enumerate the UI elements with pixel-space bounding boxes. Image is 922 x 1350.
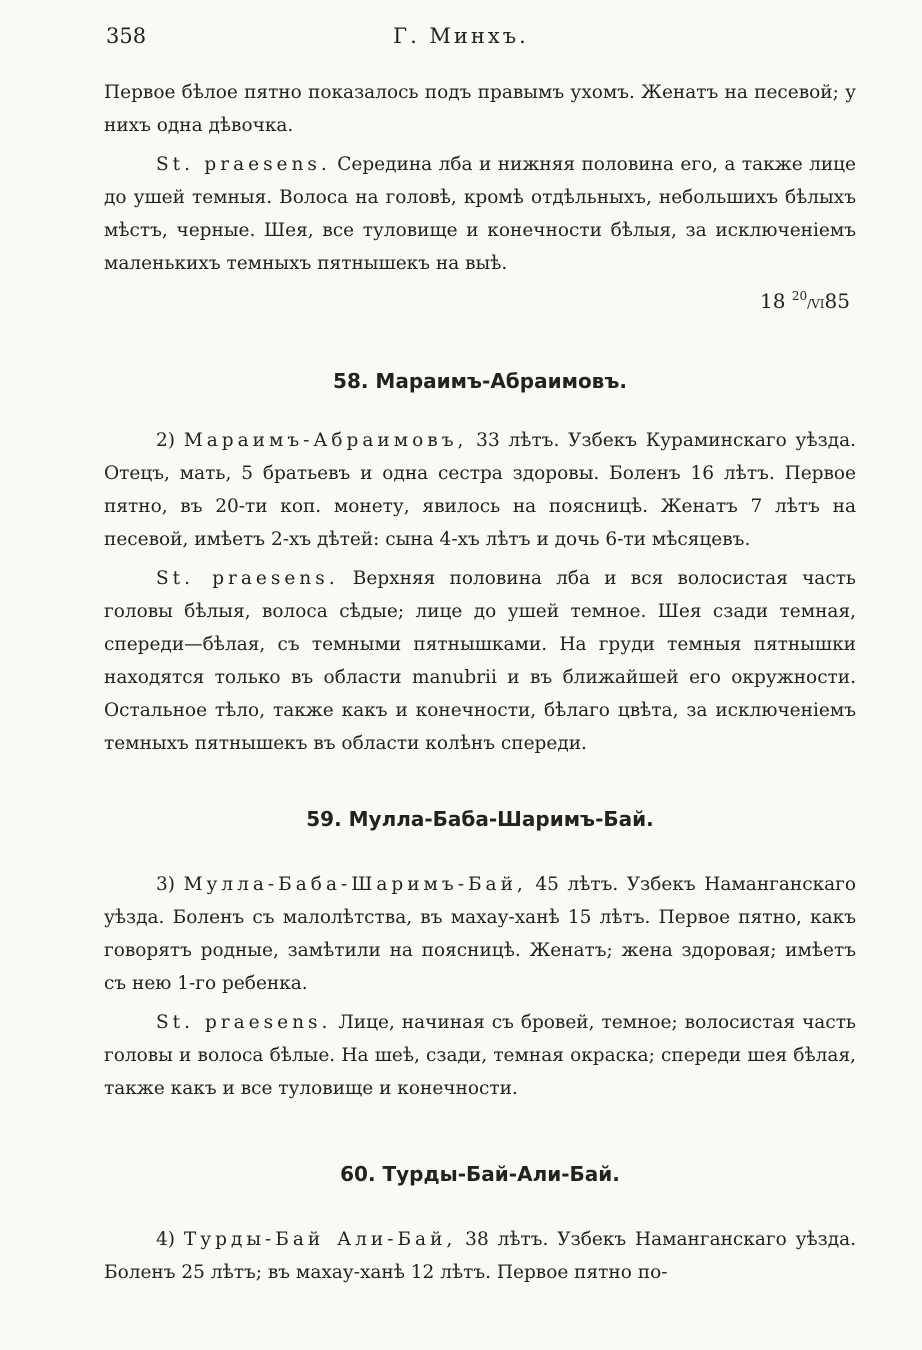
case-text: 33 лѣтъ. Узбекъ Кураминскаго уѣзда. Отецъ, мать, 5 братьевъ и одна сестра здоровы. Боленъ 16 лѣтъ. Первое пятно, въ 20-ти коп. монету, явилось на поясницѣ. Женатъ 7 лѣтъ на песевой, имѣетъ 2-хъ дѣтей: сына 4-хъ лѣтъ и дочь 6-ти мѣсяцевъ. <box>104 430 856 550</box>
patient-name: Турды-Бай Али-Бай, <box>183 1229 457 1250</box>
case-paragraph-60 <box>104 1223 856 1289</box>
date-sub: /VI <box>807 297 825 311</box>
status-text: Лице, начиная съ бровей, темное; волосистая часть головы и волоса бѣлые. На шеѣ, сзади, темная окраска; спереди шея бѣлая, также какъ и все туловище и конечности. <box>104 1012 857 1099</box>
case-number: 4) <box>156 1229 175 1250</box>
case-paragraph-58 <box>104 424 856 556</box>
case-paragraph-59 <box>104 868 856 1000</box>
date-sup: 20 <box>791 289 808 303</box>
date-line <box>104 280 856 320</box>
status-paragraph-58 <box>104 562 856 760</box>
section-heading-58: 58. Мараимъ-Абраимовъ. <box>333 369 627 393</box>
status-paragraph-59 <box>104 1006 856 1105</box>
intro-status-paragraph <box>104 148 856 280</box>
case-number: 3) <box>156 874 175 895</box>
status-text: Середина лба и нижняя половина его, а также лице до ушей темныя. Волоса на головѣ, кромѣ отдѣльныхъ, небольшихъ бѣлыхъ мѣстъ, черные. Шея, все туловище и конечности бѣлыя, за исключеніемъ маленькихъ темныхъ пятнышекъ на выѣ. <box>104 154 856 274</box>
status-lead: St. praesens. <box>156 568 339 589</box>
status-lead: St. praesens. <box>156 154 331 175</box>
case-text: 45 лѣтъ. Узбекъ Наманганскаго уѣзда. Боленъ съ малолѣтства, въ махау-ханѣ 15 лѣтъ. Первое пятно, какъ говорятъ родные, замѣтили на поясницѣ. Женатъ; жена здоровая; имѣетъ съ нею 1-го ребенка. <box>104 874 856 994</box>
page-body <box>104 76 856 1289</box>
case-text: 38 лѣтъ. Узбекъ Наманганскаго уѣзда. Боленъ 25 лѣтъ; въ махау-ханѣ 12 лѣтъ. Первое пятно по- <box>104 1229 857 1283</box>
section-heading-59: 59. Мулла-Баба-Шаримъ-Бай. <box>306 807 654 831</box>
case-number: 2) <box>156 430 175 451</box>
patient-name: Мулла-Баба-Шаримъ-Бай, <box>183 874 527 895</box>
date-year: 85 <box>824 289 850 313</box>
intro-paragraph: Первое бѣлое пятно показалось подъ правымъ ухомъ. Женатъ на песевой; у нихъ одна дѣвочка. <box>104 82 856 136</box>
running-title: Г. Минхъ. <box>393 24 529 48</box>
page-number: 358 <box>106 24 147 48</box>
section-heading-60: 60. Турды-Бай-Али-Бай. <box>340 1162 620 1186</box>
patient-name: Мараимъ-Абраимовъ, <box>183 430 468 451</box>
status-text: Верхняя половина лба и вся волосистая часть головы бѣлыя, волоса сѣдые; лице до ушей темное. Шея сзади темная, спереди—бѣлая, съ темными пятнышками. На груди темныя пятнышки находятся только въ области manubrii и въ ближайшей его окружности. Остальное тѣло, также какъ и конечности, бѣлаго цвѣта, за исключеніемъ темныхъ пятнышекъ въ области колѣнъ спереди. <box>104 568 856 754</box>
status-lead: St. praesens. <box>156 1012 332 1033</box>
date-day: 18 <box>760 289 786 313</box>
running-head <box>0 24 922 56</box>
